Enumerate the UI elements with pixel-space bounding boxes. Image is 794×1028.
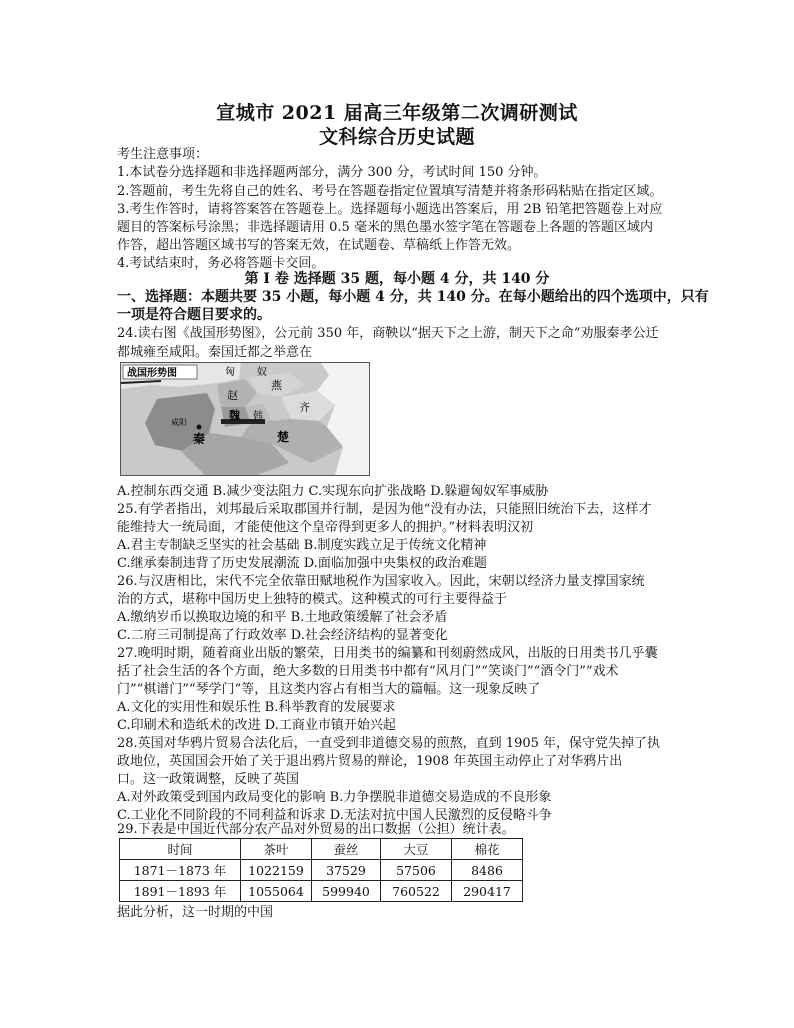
question-27-stem: 27.晚明时期，随着商业出版的繁荣，日用类书的编纂和刊刻蔚然成风，出版的日用类书几乎囊 [117, 646, 658, 661]
map-label-yan: 燕 [271, 379, 282, 392]
question-24-stem: 24.读右图《战国形势图》，公元前 350 年，商鞅以“据天下之上游，制天下之命”劝服秦孝公迁 [117, 326, 659, 341]
question-27-option: A.文化的实用性和娱乐性 B.科举教育的发展要求 [117, 700, 396, 715]
question-28-option: A.对外政策受到国内政局变化的影响 B.力争摆脱非道德交易造成的不良形象 [117, 790, 552, 805]
map-label-wei: 魏 [229, 409, 240, 422]
part-heading: 第 I 卷 选择题 35 题，每小题 4 分，共 140 分 [244, 271, 550, 287]
note-line: 2.答题前，考生先将自己的姓名、考号在答题卷指定位置填写清楚并将条形码粘贴在指定区域。 [117, 184, 663, 199]
question-26-stem: 26.与汉唐相比，宋代不完全依靠田赋地税作为国家收入。因此，宋朝以经济力量支撑国家统 [117, 574, 645, 589]
notes-heading: 考生注意事项： [117, 147, 209, 162]
exam-title: 宣城市 2021 届高三年级第二次调研测试 [216, 102, 578, 124]
table-header-cell: 时间 [120, 839, 241, 860]
table-cell: 1055064 [241, 881, 312, 902]
table-cell: 760522 [381, 881, 452, 902]
table-header-cell: 棉花 [452, 839, 523, 860]
question-28-stem: 政地位，英国国会开始了关于退出鸦片贸易的辩论，1908 年英国主动停止了对华鸦片出 [117, 754, 623, 769]
table-cell: 290417 [452, 881, 523, 902]
map-label-zhao: 赵 [227, 389, 238, 402]
question-27-option: C.印刷术和造纸术的改进 D.工商业市镇开始兴起 [117, 718, 396, 733]
note-line: 3.考生作答时，请将答案答在答题卷上。选择题每小题选出答案后，用 2B 铅笔把答题卷上对应 [117, 202, 663, 217]
table-cell: 599940 [312, 881, 381, 902]
table-cell: 37529 [312, 860, 381, 881]
question-25-option: C.继承秦制违背了历史发展潮流 D.面临加强中央集权的政治难题 [117, 556, 487, 571]
map-label-qin: 秦 [193, 432, 206, 446]
map-label-han: 韩 [253, 411, 263, 422]
map-label-xianyang: 咸阳 [171, 418, 187, 427]
table-header-cell: 蚕丝 [312, 839, 381, 860]
question-24-stem: 都城雍至咸阳。秦国迁都之举意在 [117, 345, 313, 360]
table-row [120, 881, 523, 902]
question-25-stem: 25.有学者指出，刘邦最后采取郡国并行制，是因为他“没有办法，只能照旧统治下去，这样才 [117, 502, 652, 517]
table-header-cell: 大豆 [381, 839, 452, 860]
exam-subtitle: 文科综合历史试题 [318, 126, 475, 148]
map-title: 战国形势图 [127, 368, 177, 379]
export-data-table [119, 838, 523, 902]
note-line: 4.考试结束时，务必将答题卡交回。 [117, 256, 325, 271]
question-26-option: A.缴纳岁币以换取边境的和平 B.土地政策缓解了社会矛盾 [117, 610, 448, 625]
question-27-stem: 括了社会生活的各个方面，绝大多数的日用类书中都有“风月门”“笑谈门”“酒令门”“戏术 [117, 664, 619, 679]
table-header-row [120, 839, 523, 860]
question-24-options: A.控制东西交通 B.减少变法阻力 C.实现东向扩张战略 D.躲避匈奴军事威胁 [117, 484, 549, 499]
question-26-stem: 治的方式，堪称中国历史上独特的模式。这种模式的可行主要得益于 [117, 592, 508, 607]
map-label-xiongnu-2: 奴 [257, 367, 267, 378]
section-instruction: 一项是符合题目要求的。 [117, 307, 271, 323]
warring-states-map [120, 362, 370, 476]
question-28-option: C.工业化不同阶段的不同利益和诉求 D.无法对抗中国人民激烈的反侵略斗争 [117, 808, 552, 823]
question-28-stem: 28.英国对华鸦片贸易合法化后，一直受到非道德交易的煎熬，直到 1905 年，保守党失掉了执 [117, 736, 661, 751]
question-25-stem: 能维持大一统局面，才能使他这个皇帝得到更多人的拥护。”材料表明汉初 [117, 520, 534, 535]
map-label-qi: 齐 [299, 401, 310, 414]
table-cell: 57506 [381, 860, 452, 881]
question-26-option: C.二府三司制提高了行政效率 D.社会经济结构的显著变化 [117, 628, 448, 643]
note-line: 题目的答案标号涂黑；非选择题请用 0.5 毫米的黑色墨水签字笔在答题卷上各题的答题区域内 [117, 220, 653, 235]
question-25-option: A.君主专制缺乏坚实的社会基础 B.制度实践立足于传统文化精神 [117, 538, 487, 553]
section-instruction: 一、选择题：本题共要 35 小题，每小题 4 分，共 140 分。在每小题给出的四个选项中，只有 [117, 289, 709, 305]
note-line: 1.本试卷分选择题和非选择题两部分，满分 300 分，考试时间 150 分钟。 [117, 165, 547, 180]
table-cell: 1891－1893 年 [120, 881, 241, 902]
table-header-cell: 茶叶 [241, 839, 312, 860]
table-cell: 1022159 [241, 860, 312, 881]
question-29-stem: 29.下表是中国近代部分农产品对外贸易的出口数据（公担）统计表。 [117, 822, 515, 837]
question-27-stem: 门”“棋谱门”“琴学门”等，且这类内容占有相当大的篇幅。这一现象反映了 [117, 682, 541, 697]
note-line: 作答，超出答题区域书写的答案无效，在试题卷、草稿纸上作答无效。 [117, 238, 521, 253]
map-label-xiongnu-1: 匈 [225, 367, 235, 378]
question-29-followup: 据此分析，这一时期的中国 [117, 905, 274, 920]
question-28-stem: 口。这一政策调整，反映了英国 [117, 772, 300, 787]
map-label-chu: 楚 [277, 430, 290, 444]
table-cell: 1871－1873 年 [120, 860, 241, 881]
table-cell: 8486 [452, 860, 523, 881]
table-row [120, 860, 523, 881]
